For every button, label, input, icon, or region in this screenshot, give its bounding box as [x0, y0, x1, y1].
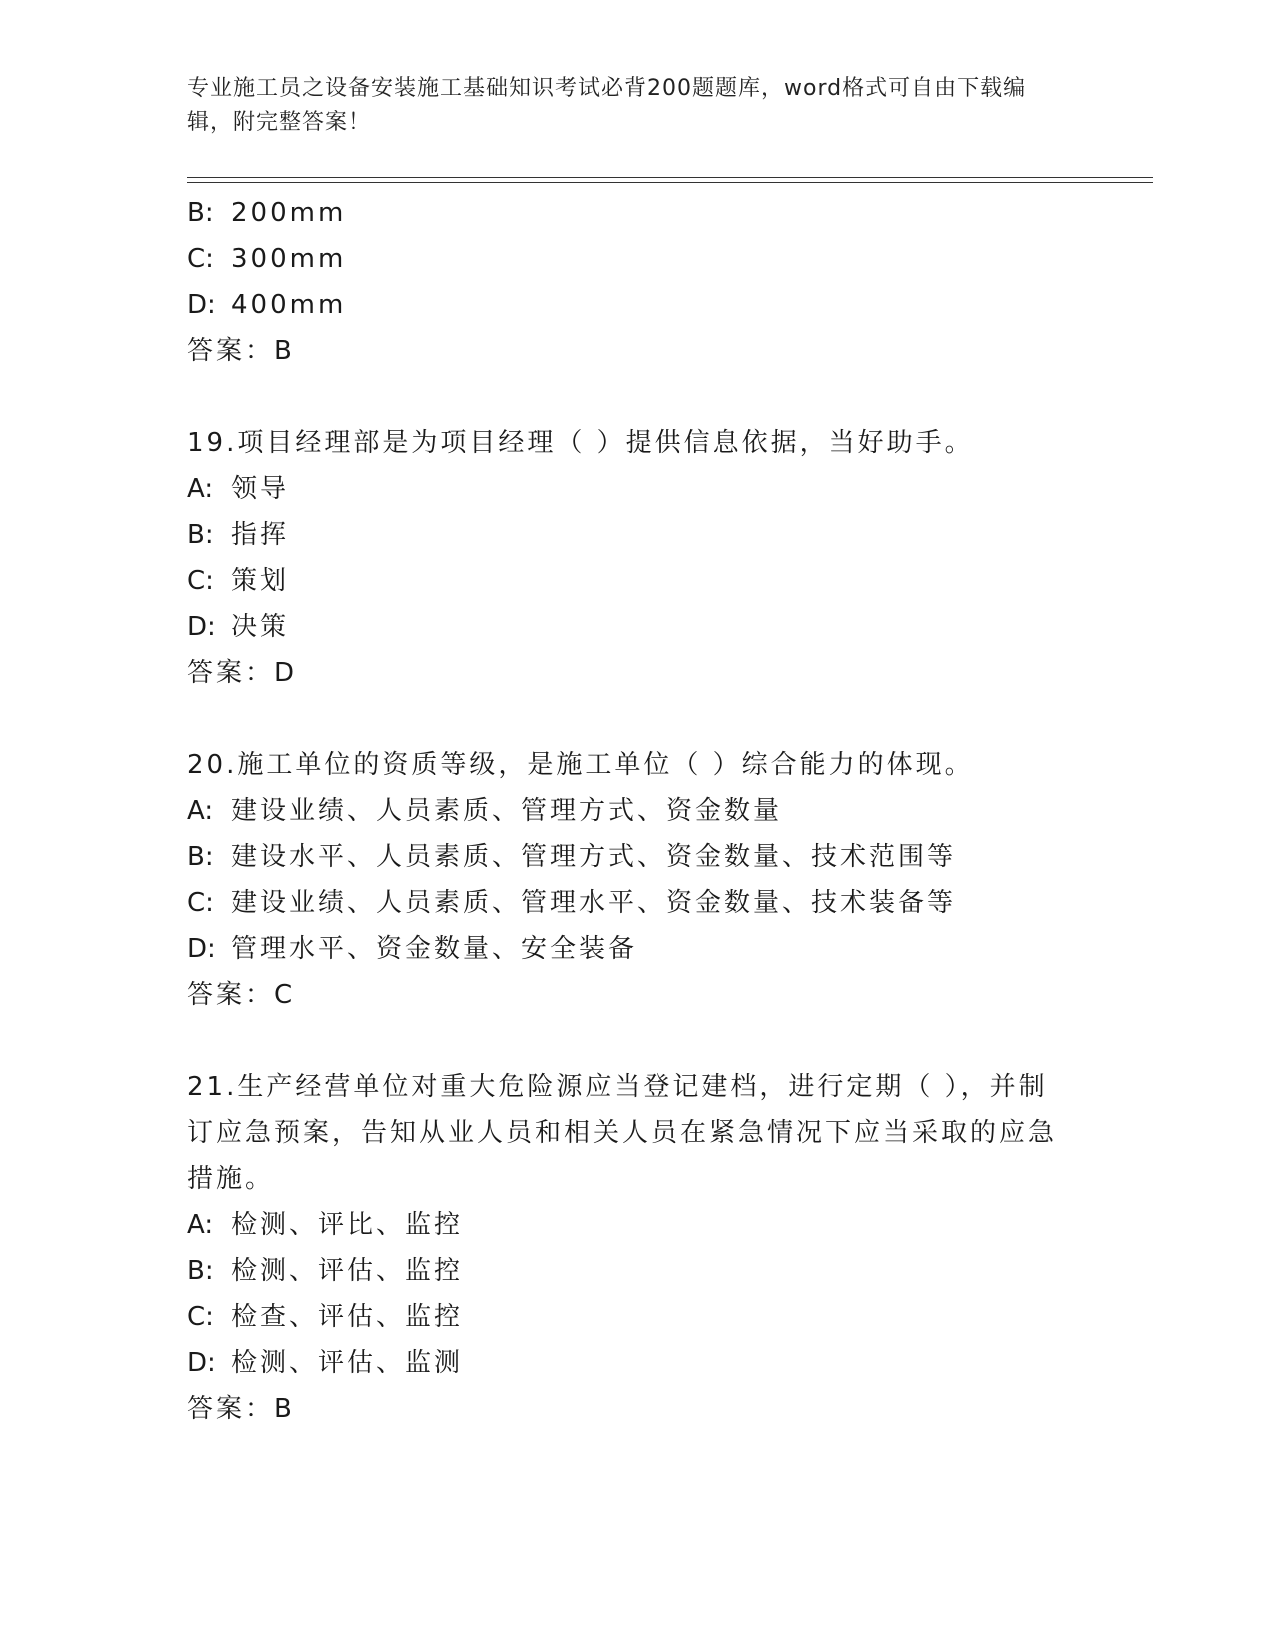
option-a: [187, 466, 1067, 512]
option-text: 200mm: [231, 198, 347, 228]
option-c: [187, 1294, 1067, 1340]
option-a: [187, 788, 1067, 834]
option-letter: D:: [187, 934, 216, 964]
option-d: [187, 1340, 1067, 1386]
question-stem: 21.生产经营单位对重大危险源应当登记建档，进行定期（ ），并制订应急预案，告知从业人员和相关人员在紧急情况下应当采取的应急措施。: [187, 1072, 1058, 1194]
option-text: 检查、评估、监控: [231, 1302, 464, 1332]
option-letter: D:: [187, 1348, 216, 1378]
option-text: 400mm: [231, 290, 347, 320]
option-text: 领导: [231, 474, 290, 504]
option-letter: D:: [187, 612, 216, 642]
option-letter: C:: [187, 244, 214, 274]
option-d: [187, 926, 1067, 972]
option-c: [187, 558, 1067, 604]
option-text: 管理水平、资金数量、安全装备: [231, 934, 638, 964]
answer-line: 答案：B: [187, 1394, 295, 1424]
question-content: [187, 190, 1067, 1432]
option-letter: A:: [187, 1210, 214, 1240]
option-text: 建设水平、人员素质、管理方式、资金数量、技术范围等: [231, 842, 957, 872]
question-stem: 20.施工单位的资质等级，是施工单位（ ）综合能力的体现。: [187, 750, 974, 780]
option-b: [187, 512, 1067, 558]
option-b: [187, 1248, 1067, 1294]
option-text: 建设业绩、人员素质、管理水平、资金数量、技术装备等: [231, 888, 957, 918]
option-a: [187, 1202, 1067, 1248]
document-header-title: 专业施工员之设备安装施工基础知识考试必背200题题库，word格式可自由下载编辑，附完整答案！: [187, 76, 1027, 135]
option-letter: B:: [187, 1256, 214, 1286]
option-letter: C:: [187, 1302, 214, 1332]
option-text: 检测、评比、监控: [231, 1210, 464, 1240]
answer-line: 答案：D: [187, 658, 298, 688]
option-text: 检测、评估、监控: [231, 1256, 464, 1286]
option-c: [187, 236, 1067, 282]
option-letter: B:: [187, 198, 214, 228]
option-letter: C:: [187, 888, 214, 918]
option-text: 策划: [231, 566, 290, 596]
option-c: [187, 880, 1067, 926]
answer-line: 答案：B: [187, 336, 295, 366]
option-text: 决策: [231, 612, 290, 642]
option-text: 300mm: [231, 244, 347, 274]
header-divider: [187, 177, 1153, 183]
option-letter: B:: [187, 520, 214, 550]
option-b: [187, 834, 1067, 880]
option-letter: B:: [187, 842, 214, 872]
option-letter: C:: [187, 566, 214, 596]
option-text: 建设业绩、人员素质、管理方式、资金数量: [231, 796, 783, 826]
option-b: [187, 190, 1067, 236]
option-letter: D:: [187, 290, 216, 320]
option-text: 指挥: [231, 520, 290, 550]
answer-line: 答案：C: [187, 980, 296, 1010]
option-letter: A:: [187, 474, 214, 504]
question-stem: 19.项目经理部是为项目经理（ ）提供信息依据，当好助手。: [187, 428, 974, 458]
option-letter: A:: [187, 796, 214, 826]
option-d: [187, 604, 1067, 650]
option-text: 检测、评估、监测: [231, 1348, 464, 1378]
option-d: [187, 282, 1067, 328]
